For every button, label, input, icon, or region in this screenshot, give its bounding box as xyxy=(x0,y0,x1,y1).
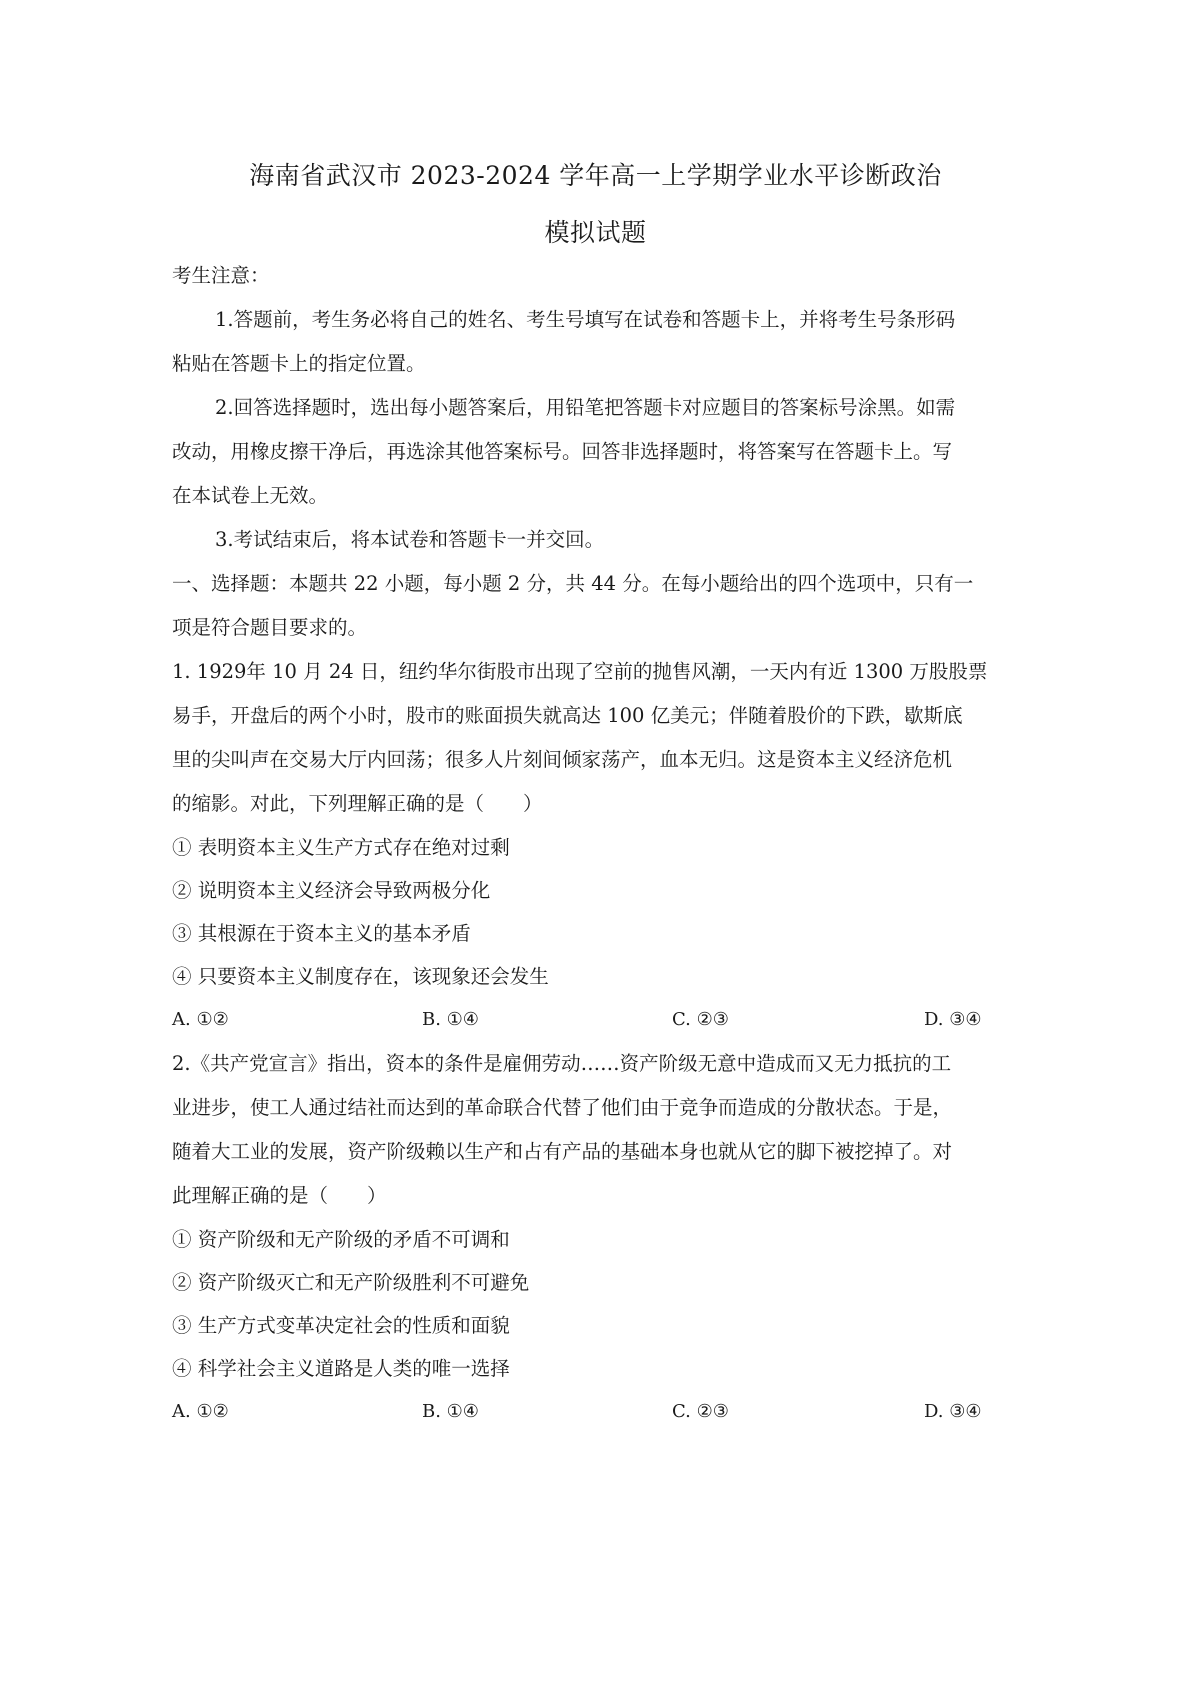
question-1-stem-line-3: 里的尖叫声在交易大厅内回荡；很多人片刻间倾家荡产，血本无归。这是资本主义经济危机 xyxy=(172,748,953,771)
section-heading-line-1: 一、选择题：本题共 22 小题，每小题 2 分，共 44 分。在每小题给出的四个选项中，只有一 xyxy=(172,572,974,595)
notice-item-2-line-1: 2.回答选择题时，选出每小题答案后，用铅笔把答题卡对应题目的答案标号涂黑。如需 xyxy=(215,396,956,419)
question-1-options xyxy=(172,1006,1022,1034)
question-1-statement-2: ② 说明资本主义经济会导致两极分化 xyxy=(172,879,491,902)
question-2-statement-2: ② 资产阶级灭亡和无产阶级胜利不可避免 xyxy=(172,1271,530,1294)
question-2-option-a: A. ①② xyxy=(172,1401,229,1422)
question-2-statement-3: ③ 生产方式变革决定社会的性质和面貌 xyxy=(172,1314,510,1337)
question-1-statement-4: ④ 只要资本主义制度存在，该现象还会发生 xyxy=(172,965,549,988)
question-1-stem-line-1: 1. 1929年 10 月 24 日，纽约华尔街股市出现了空前的抛售风潮，一天内有近 1300 万股股票 xyxy=(172,660,988,683)
question-2-stem-line-1: 2.《共产党宣言》指出，资本的条件是雇佣劳动……资产阶级无意中造成而又无力抵抗的工 xyxy=(172,1052,952,1075)
notice-item-1-line-2: 粘贴在答题卡上的指定位置。 xyxy=(172,352,426,375)
question-2-statement-1: ① 资产阶级和无产阶级的矛盾不可调和 xyxy=(172,1228,510,1251)
notice-item-2-line-3: 在本试卷上无效。 xyxy=(172,484,329,507)
question-2-stem-line-4: 此理解正确的是（ ） xyxy=(172,1184,387,1207)
question-2-stem-line-3: 随着大工业的发展，资产阶级赖以生产和占有产品的基础本身也就从它的脚下被挖掉了。对 xyxy=(172,1140,953,1163)
exam-title-line1: 海南省武汉市 2023-2024 学年高一上学期学业水平诊断政治 xyxy=(249,161,942,190)
question-2-option-c: C. ②③ xyxy=(672,1401,729,1422)
question-1-statement-3: ③ 其根源在于资本主义的基本矛盾 xyxy=(172,922,471,945)
question-1-statement-1: ① 表明资本主义生产方式存在绝对过剩 xyxy=(172,836,510,859)
question-1-stem-line-4: 的缩影。对此，下列理解正确的是（ ） xyxy=(172,792,543,815)
notice-item-1-line-1: 1.答题前，考生务必将自己的姓名、考生号填写在试卷和答题卡上，并将考生号条形码 xyxy=(215,308,956,331)
question-1-stem-line-2: 易手，开盘后的两个小时，股市的账面损失就高达 100 亿美元；伴随着股价的下跌，歇斯底 xyxy=(172,704,963,727)
question-2-option-d: D. ③④ xyxy=(924,1401,982,1422)
question-1-option-b: B. ①④ xyxy=(422,1009,479,1030)
exam-title-line2: 模拟试题 xyxy=(544,218,647,247)
notice-item-2-line-2: 改动，用橡皮擦干净后，再选涂其他答案标号。回答非选择题时，将答案写在答题卡上。写 xyxy=(172,440,953,463)
question-2-stem-line-2: 业进步，使工人通过结社而达到的革命联合代替了他们由于竞争而造成的分散状态。于是， xyxy=(172,1096,953,1119)
question-2-option-b: B. ①④ xyxy=(422,1401,479,1422)
notice-heading: 考生注意： xyxy=(172,264,270,287)
question-2-statement-4: ④ 科学社会主义道路是人类的唯一选择 xyxy=(172,1357,510,1380)
question-1-option-a: A. ①② xyxy=(172,1009,229,1030)
notice-item-3-line-1: 3.考试结束后，将本试卷和答题卡一并交回。 xyxy=(215,528,605,551)
question-2-options xyxy=(172,1398,1022,1426)
question-1-option-c: C. ②③ xyxy=(672,1009,729,1030)
section-heading-line-2: 项是符合题目要求的。 xyxy=(172,616,368,639)
question-1-option-d: D. ③④ xyxy=(924,1009,982,1030)
